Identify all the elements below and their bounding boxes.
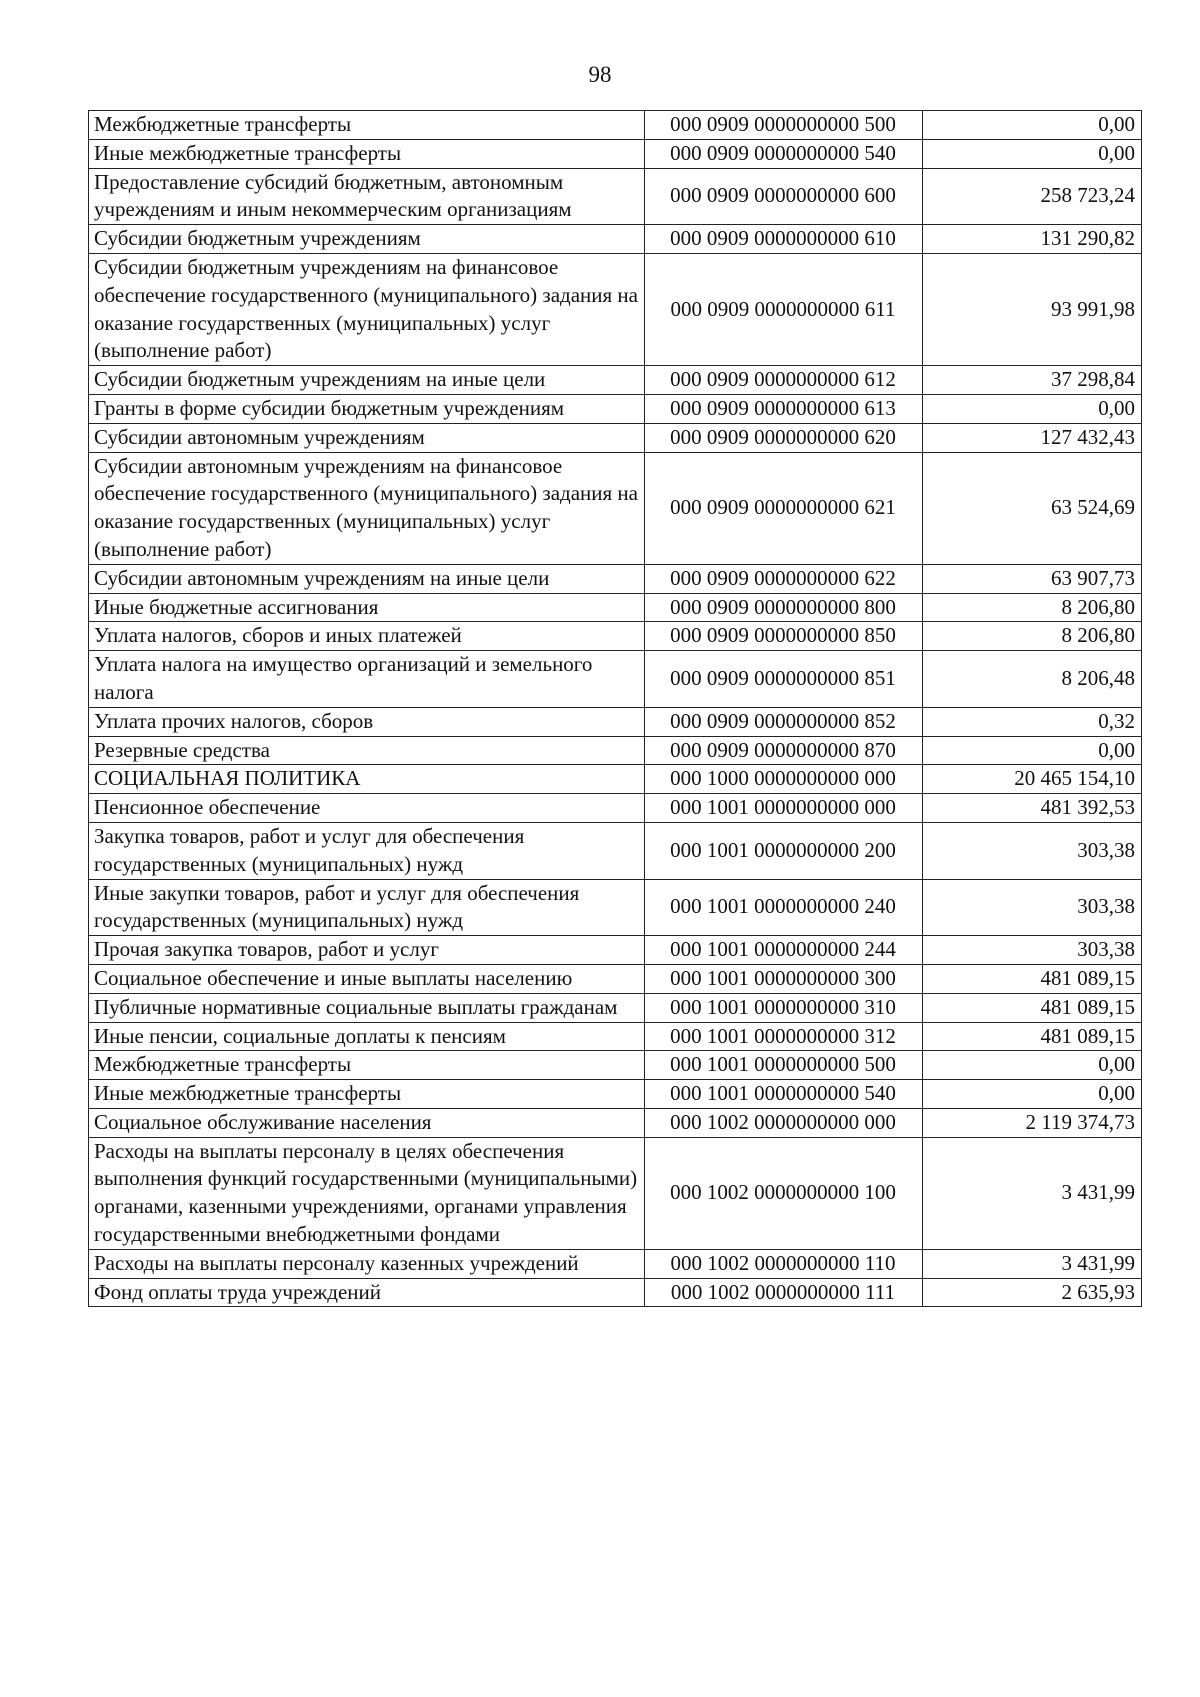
row-code: 000 0909 0000000000 500 (645, 111, 923, 140)
table-row (89, 964, 1142, 993)
row-code: 000 1002 0000000000 110 (645, 1249, 923, 1278)
row-code: 000 1001 0000000000 244 (645, 936, 923, 965)
row-code: 000 0909 0000000000 611 (645, 253, 923, 365)
row-name: Публичные нормативные социальные выплаты гражданам (89, 993, 645, 1022)
row-name: Иные бюджетные ассигнования (89, 593, 645, 622)
row-amount: 0,00 (923, 111, 1142, 140)
row-name: Субсидии автономным учреждениям на финансовое обеспечение государственного (муниципального) задания на оказание государственных (муниципальных) услуг (выполнение работ) (89, 452, 645, 564)
table-row (89, 1022, 1142, 1051)
row-code: 000 1001 0000000000 300 (645, 964, 923, 993)
table-row (89, 1137, 1142, 1249)
row-name: Предоставление субсидий бюджетным, автономным учреждениям и иным некоммерческим организациям (89, 168, 645, 225)
table-row (89, 1249, 1142, 1278)
row-code: 000 1001 0000000000 000 (645, 794, 923, 823)
row-amount: 131 290,82 (923, 225, 1142, 254)
row-name: Социальное обслуживание населения (89, 1108, 645, 1137)
row-amount: 8 206,80 (923, 593, 1142, 622)
row-code: 000 0909 0000000000 800 (645, 593, 923, 622)
row-amount: 303,38 (923, 879, 1142, 936)
row-code: 000 0909 0000000000 870 (645, 736, 923, 765)
row-name: Резервные средства (89, 736, 645, 765)
row-code: 000 1001 0000000000 312 (645, 1022, 923, 1051)
table-row (89, 452, 1142, 564)
budget-expenditure-table (88, 110, 1142, 1307)
row-amount: 0,00 (923, 394, 1142, 423)
table-row (89, 1051, 1142, 1080)
row-amount: 3 431,99 (923, 1137, 1142, 1249)
row-name: Социальное обеспечение и иные выплаты населению (89, 964, 645, 993)
table-row (89, 822, 1142, 879)
row-code: 000 0909 0000000000 622 (645, 564, 923, 593)
row-amount: 258 723,24 (923, 168, 1142, 225)
table-row (89, 736, 1142, 765)
row-amount: 0,00 (923, 1051, 1142, 1080)
row-name: Иные закупки товаров, работ и услуг для обеспечения государственных (муниципальных) нужд (89, 879, 645, 936)
table-row (89, 593, 1142, 622)
row-name: Иные межбюджетные трансферты (89, 139, 645, 168)
row-code: 000 1002 0000000000 111 (645, 1278, 923, 1307)
row-name: Фонд оплаты труда учреждений (89, 1278, 645, 1307)
row-amount: 481 089,15 (923, 1022, 1142, 1051)
table-row (89, 993, 1142, 1022)
row-amount: 2 119 374,73 (923, 1108, 1142, 1137)
row-code: 000 0909 0000000000 600 (645, 168, 923, 225)
table-row (89, 366, 1142, 395)
row-amount: 37 298,84 (923, 366, 1142, 395)
table-row (89, 765, 1142, 794)
page-number: 98 (588, 62, 612, 87)
table-row (89, 225, 1142, 254)
row-amount: 2 635,93 (923, 1278, 1142, 1307)
table-row (89, 651, 1142, 708)
row-name: Субсидии бюджетным учреждениям на иные цели (89, 366, 645, 395)
table-row (89, 794, 1142, 823)
row-amount: 303,38 (923, 822, 1142, 879)
row-name: СОЦИАЛЬНАЯ ПОЛИТИКА (89, 765, 645, 794)
row-name: Уплата прочих налогов, сборов (89, 707, 645, 736)
table-row (89, 1080, 1142, 1109)
row-amount: 0,00 (923, 736, 1142, 765)
table-row (89, 707, 1142, 736)
table-body (89, 111, 1142, 1307)
row-code: 000 1001 0000000000 540 (645, 1080, 923, 1109)
row-amount: 93 991,98 (923, 253, 1142, 365)
row-name: Уплата налогов, сборов и иных платежей (89, 622, 645, 651)
row-amount: 8 206,80 (923, 622, 1142, 651)
row-code: 000 1001 0000000000 240 (645, 879, 923, 936)
row-name: Иные межбюджетные трансферты (89, 1080, 645, 1109)
row-name: Субсидии бюджетным учреждениям (89, 225, 645, 254)
row-amount: 481 089,15 (923, 993, 1142, 1022)
table-row (89, 423, 1142, 452)
row-name: Субсидии автономным учреждениям (89, 423, 645, 452)
row-amount: 481 089,15 (923, 964, 1142, 993)
row-name: Субсидии бюджетным учреждениям на финансовое обеспечение государственного (муниципального) задания на оказание государственных (муниципальных) услуг (выполнение работ) (89, 253, 645, 365)
row-code: 000 1001 0000000000 500 (645, 1051, 923, 1080)
row-amount: 481 392,53 (923, 794, 1142, 823)
table-row (89, 1278, 1142, 1307)
row-name: Уплата налога на имущество организаций и земельного налога (89, 651, 645, 708)
row-name: Расходы на выплаты персоналу в целях обеспечения выполнения функций государственными (муниципальными) органами, казенными учреждениями, органами управления государственными внебюджетными фондами (89, 1137, 645, 1249)
table-row (89, 111, 1142, 140)
table-row (89, 394, 1142, 423)
row-code: 000 0909 0000000000 610 (645, 225, 923, 254)
row-code: 000 0909 0000000000 852 (645, 707, 923, 736)
table-row (89, 564, 1142, 593)
row-amount: 303,38 (923, 936, 1142, 965)
row-name: Закупка товаров, работ и услуг для обеспечения государственных (муниципальных) нужд (89, 822, 645, 879)
row-name: Гранты в форме субсидии бюджетным учреждениям (89, 394, 645, 423)
row-amount: 0,00 (923, 1080, 1142, 1109)
row-name: Расходы на выплаты персоналу казенных учреждений (89, 1249, 645, 1278)
row-code: 000 0909 0000000000 540 (645, 139, 923, 168)
row-code: 000 0909 0000000000 612 (645, 366, 923, 395)
row-code: 000 0909 0000000000 620 (645, 423, 923, 452)
row-name: Межбюджетные трансферты (89, 1051, 645, 1080)
row-amount: 0,32 (923, 707, 1142, 736)
row-amount: 8 206,48 (923, 651, 1142, 708)
table-row (89, 1108, 1142, 1137)
row-amount: 127 432,43 (923, 423, 1142, 452)
row-code: 000 0909 0000000000 621 (645, 452, 923, 564)
row-code: 000 1000 0000000000 000 (645, 765, 923, 794)
row-code: 000 1002 0000000000 100 (645, 1137, 923, 1249)
table-row (89, 622, 1142, 651)
table-row (89, 168, 1142, 225)
row-code: 000 1001 0000000000 200 (645, 822, 923, 879)
row-name: Межбюджетные трансферты (89, 111, 645, 140)
row-code: 000 0909 0000000000 613 (645, 394, 923, 423)
row-name: Иные пенсии, социальные доплаты к пенсиям (89, 1022, 645, 1051)
row-amount: 20 465 154,10 (923, 765, 1142, 794)
row-code: 000 1001 0000000000 310 (645, 993, 923, 1022)
row-name: Прочая закупка товаров, работ и услуг (89, 936, 645, 965)
table-row (89, 253, 1142, 365)
row-code: 000 0909 0000000000 850 (645, 622, 923, 651)
row-amount: 3 431,99 (923, 1249, 1142, 1278)
row-name: Пенсионное обеспечение (89, 794, 645, 823)
row-name: Субсидии автономным учреждениям на иные цели (89, 564, 645, 593)
row-amount: 0,00 (923, 139, 1142, 168)
table-row (89, 139, 1142, 168)
row-amount: 63 907,73 (923, 564, 1142, 593)
row-code: 000 0909 0000000000 851 (645, 651, 923, 708)
table-row (89, 879, 1142, 936)
table-row (89, 936, 1142, 965)
row-code: 000 1002 0000000000 000 (645, 1108, 923, 1137)
row-amount: 63 524,69 (923, 452, 1142, 564)
